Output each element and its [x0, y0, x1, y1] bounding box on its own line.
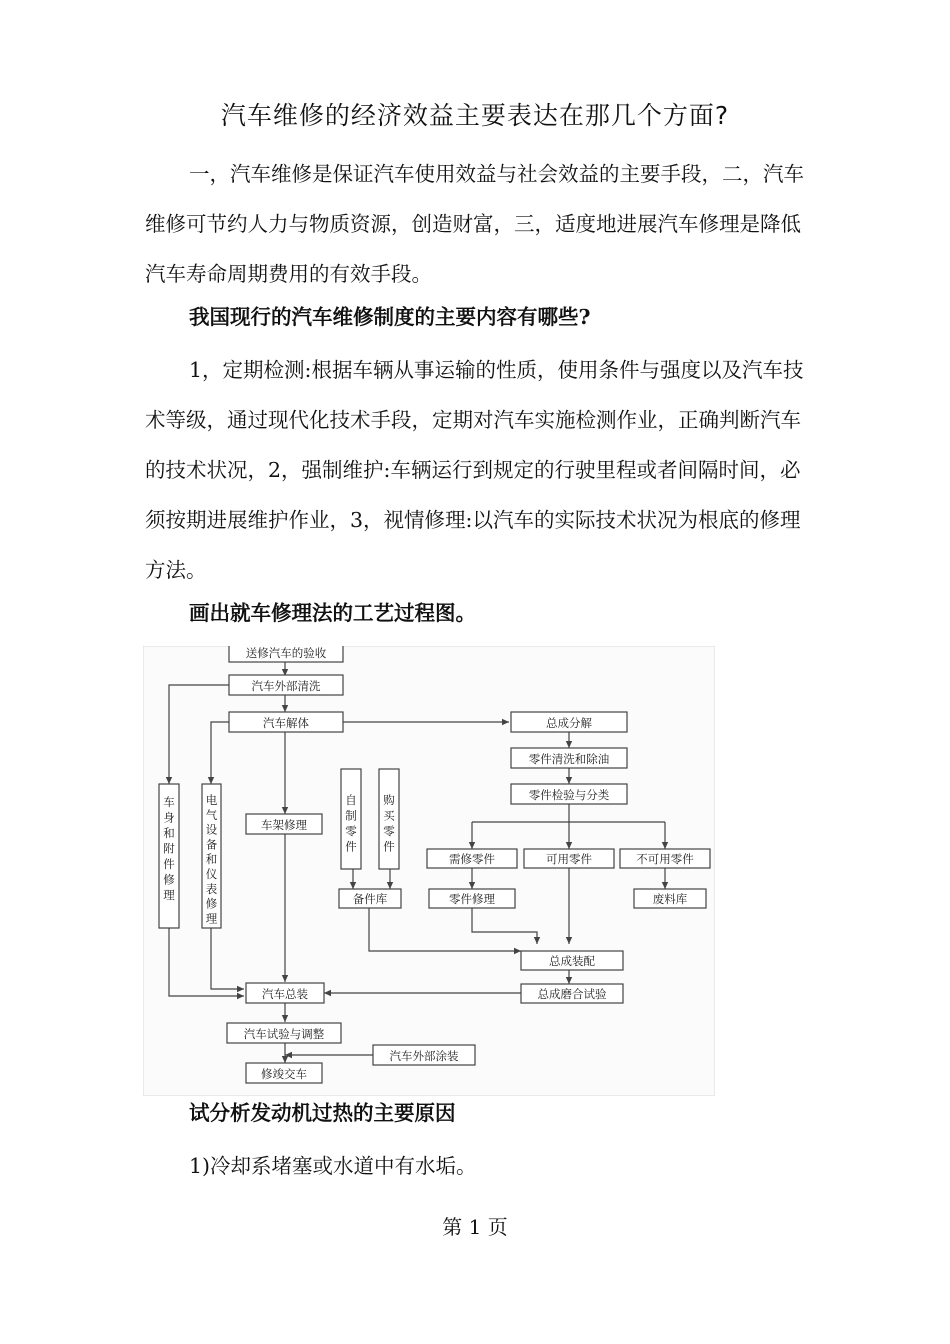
- page-title: 汽车维修的经济效益主要表达在那几个方面?: [220, 101, 730, 130]
- flow-step-spare-store: [339, 889, 401, 908]
- flow-step-car-assembly: [246, 983, 324, 1003]
- paragraph-maintenance-system: 1，定期检测:根据车辆从事运输的性质，使用条件与强度以及汽车技术等级，通过现代化技术手段，定期对汽车实施检测作业，正确判断汽车的技术状况，2，强制维护:车辆运行到规定的行驶里程或者间隔时间，必须按期进展维护作业，3，视情修理:以汽车的实际技术状况为根底的修理方法。: [145, 358, 804, 582]
- flow-step-usable: [524, 849, 614, 868]
- flow-step-need-repair: [427, 849, 517, 868]
- flow-step-unusable: [620, 849, 710, 868]
- paragraph-economic-benefits: 一，汽车维修是保证汽车使用效益与社会效益的主要手段，二，汽车维修可节约人力与物质资源，创造财富，三，适度地进展汽车修理是降低汽车寿命周期费用的有效手段。: [145, 162, 804, 286]
- flow-step-parts-inspect: [511, 784, 627, 804]
- svg-text:零件检验与分类: 零件检验与分类: [528, 788, 610, 802]
- heading-engine-overheat: 试分析发动机过热的主要原因: [189, 1101, 456, 1125]
- svg-text:自制零件: 自制零件: [345, 793, 357, 854]
- flow-step-parts-repair: [429, 889, 515, 908]
- svg-text:车身和附件修理: 车身和附件修理: [163, 795, 175, 902]
- svg-text:送修汽车的验收: 送修汽车的验收: [245, 646, 327, 660]
- svg-text:汽车总装: 汽车总装: [262, 987, 308, 1001]
- flow-step-purchased: [379, 769, 399, 869]
- page-number: 第 1 页: [442, 1215, 508, 1239]
- flow-step-wash: [229, 675, 343, 695]
- repair-process-flowchart: [143, 646, 715, 1096]
- flow-step-car-test: [227, 1023, 341, 1043]
- flow-step-assembly-test: [521, 984, 623, 1003]
- flow-step-parts-clean: [511, 748, 627, 768]
- flow-step-paint: [373, 1045, 475, 1065]
- svg-text:总成分解: 总成分解: [546, 716, 592, 730]
- flow-step-assembly-disassemble: [511, 712, 627, 732]
- flow-step-electrical-repair: [202, 784, 221, 928]
- svg-text:汽车解体: 汽车解体: [263, 716, 309, 730]
- svg-text:备件库: 备件库: [352, 892, 388, 906]
- paragraph-overheat-cause-1: 1)冷却系堵塞或水道中有水垢。: [189, 1154, 477, 1178]
- flow-step-disassemble: [229, 712, 343, 732]
- svg-text:零件清洗和除油: 零件清洗和除油: [528, 752, 610, 766]
- svg-text:总成装配: 总成装配: [549, 954, 595, 968]
- svg-text:购买零件: 购买零件: [383, 793, 395, 854]
- svg-text:需修零件: 需修零件: [449, 852, 495, 866]
- svg-text:零件修理: 零件修理: [449, 892, 495, 906]
- flow-step-delivery: [246, 1063, 322, 1083]
- flow-step-self-made: [341, 769, 361, 869]
- flow-step-frame-repair: [246, 814, 322, 834]
- svg-text:废料库: 废料库: [652, 892, 688, 906]
- svg-text:修竣交车: 修竣交车: [261, 1067, 307, 1081]
- flow-step-body-repair: [159, 784, 179, 928]
- svg-text:可用零件: 可用零件: [546, 852, 592, 866]
- svg-text:电气设备和仪表修理: 电气设备和仪表修理: [205, 793, 218, 926]
- flow-step-receive: [229, 646, 343, 662]
- svg-text:不可用零件: 不可用零件: [636, 852, 694, 866]
- heading-maintenance-system: 我国现行的汽车维修制度的主要内容有哪些?: [189, 305, 591, 329]
- flow-step-assembly-fit: [521, 951, 623, 970]
- heading-process-diagram: 画出就车修理法的工艺过程图。: [189, 601, 476, 625]
- svg-text:汽车外部涂装: 汽车外部涂装: [389, 1049, 459, 1063]
- svg-text:车架修理: 车架修理: [261, 818, 307, 832]
- flow-step-scrap-store: [634, 889, 706, 908]
- svg-text:汽车试验与调整: 汽车试验与调整: [243, 1027, 325, 1041]
- svg-text:汽车外部清洗: 汽车外部清洗: [251, 679, 321, 693]
- svg-text:总成磨合试验: 总成磨合试验: [537, 987, 607, 1001]
